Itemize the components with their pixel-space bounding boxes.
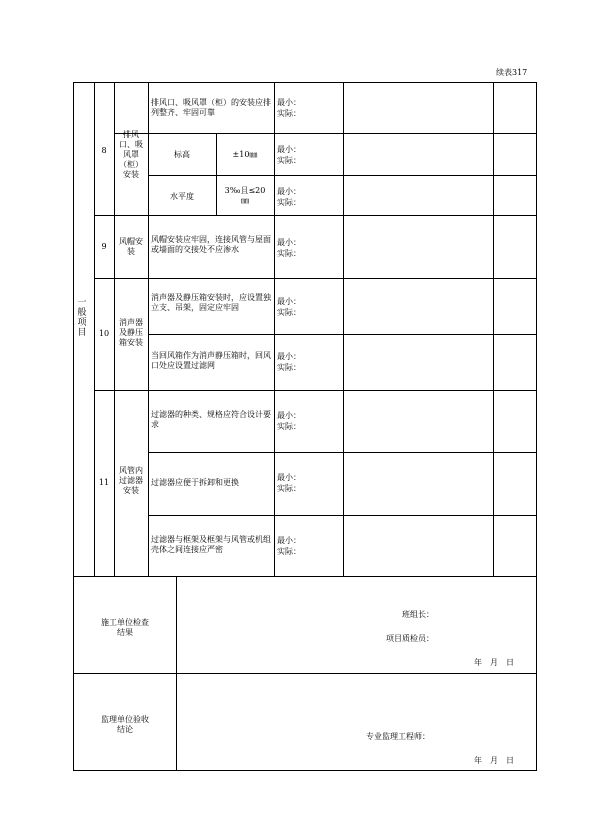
actual-label: 实际：	[277, 547, 301, 556]
col-divider	[216, 133, 217, 215]
tolerance-value: ±10㎜	[232, 150, 258, 159]
inspection-table	[73, 82, 537, 771]
requirement-text: 排风口、吸风罩（柜）的安装应排列整齐、牢固可靠	[151, 98, 271, 117]
col-divider	[114, 82, 115, 576]
min-label: 最小：	[277, 98, 301, 107]
requirement-text: 过滤器的种类、规格应符合设计要求	[151, 410, 271, 429]
construction-date: 年 月 日	[474, 658, 514, 667]
requirement-text: 过滤器与框架及框架与风管或机组壳体之间连接应严密	[151, 535, 271, 554]
requirement-text: 过滤器应便于拆卸和更换	[151, 478, 239, 487]
row-divider	[94, 278, 537, 279]
row-divider	[94, 390, 537, 391]
item-number: 10	[98, 329, 110, 338]
col-divider	[343, 82, 344, 576]
item-number: 11	[98, 478, 110, 487]
min-label: 最小：	[277, 187, 301, 196]
requirement-text: 风帽安装应牢固，连接风管与屋面或墙面的交接处不应渗水	[151, 235, 271, 254]
col-divider	[274, 82, 275, 576]
item-number: 8	[101, 146, 107, 155]
section-divider	[73, 673, 537, 674]
col-divider	[493, 82, 494, 576]
min-label: 最小：	[277, 238, 301, 247]
actual-label: 实际：	[277, 422, 301, 431]
requirement-text: 当回风箱作为消声静压箱时，回风口处应设置过滤网	[151, 351, 271, 370]
min-label: 最小：	[277, 145, 301, 154]
min-label: 最小：	[277, 297, 301, 306]
actual-label: 实际：	[277, 109, 301, 118]
item-name: 风帽安装	[119, 237, 143, 256]
item-number: 9	[101, 242, 107, 251]
actual-label: 实际：	[277, 156, 301, 165]
min-label: 最小：	[277, 473, 301, 482]
team-leader-label: 班组长：	[402, 610, 434, 619]
item-name: 消声器及静压箱安装	[119, 318, 143, 347]
tolerance-value: 3‰且≤20㎜	[224, 186, 266, 205]
supervision-label: 监理单位验收结论	[101, 715, 149, 734]
requirement-text: 标高	[174, 150, 190, 159]
item-name: 排风口、吸风罩（柜）安装	[119, 130, 143, 179]
actual-label: 实际：	[277, 198, 301, 207]
construction-label: 施工单位检查结果	[101, 618, 149, 637]
min-label: 最小：	[277, 411, 301, 420]
supervision-date: 年 月 日	[474, 756, 514, 765]
col-divider	[176, 576, 177, 771]
row-divider	[114, 133, 537, 134]
requirement-text: 水平度	[170, 192, 194, 201]
actual-label: 实际：	[277, 308, 301, 317]
actual-label: 实际：	[277, 363, 301, 372]
continuation-label: 续表317	[496, 68, 528, 77]
actual-label: 实际：	[277, 249, 301, 258]
category-label: 一般项目	[77, 298, 87, 338]
min-label: 最小：	[277, 352, 301, 361]
requirement-text: 消声器及静压箱安装时，应设置独立支、吊架，固定应牢固	[151, 293, 271, 312]
section-divider	[73, 576, 537, 577]
item-name: 风管内过滤器安装	[119, 466, 143, 495]
row-divider	[94, 215, 537, 216]
engineer-label: 专业监理工程师：	[366, 732, 430, 741]
min-label: 最小：	[277, 536, 301, 545]
actual-label: 实际：	[277, 484, 301, 493]
inspector-label: 项目质检员：	[386, 634, 434, 643]
